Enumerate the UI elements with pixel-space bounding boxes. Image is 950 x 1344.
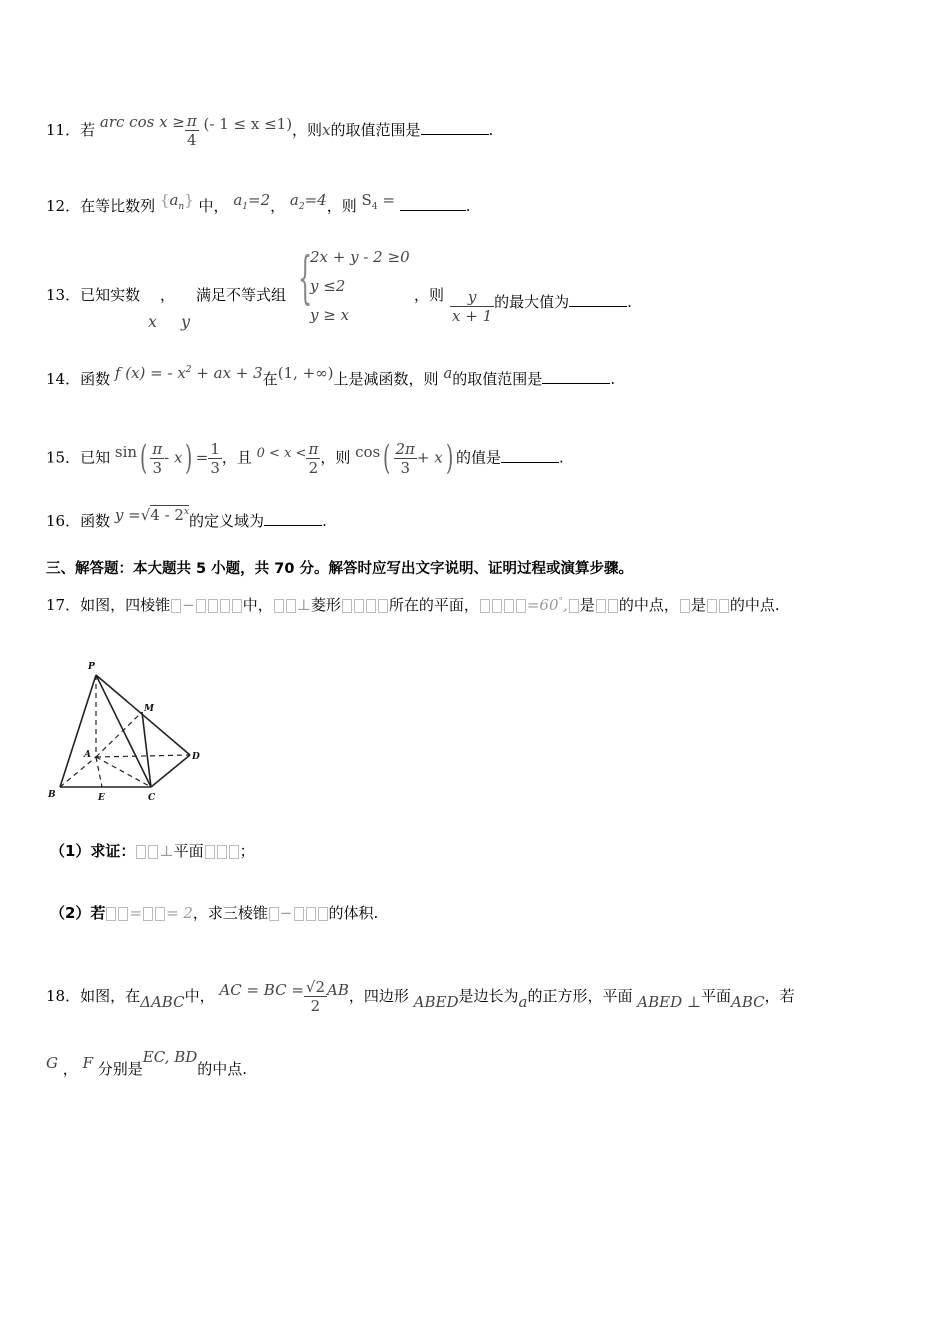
text: 的定义域为 — [189, 512, 265, 530]
label-C: C — [148, 793, 156, 803]
text: ， — [160, 286, 176, 304]
text: ，则 — [292, 121, 323, 139]
question-number: 18． — [46, 987, 81, 1005]
var-y: y — [181, 312, 191, 331]
question-17: 17．如图，四棱锥 − 中， ⊥菱形 所在的平面， =60°, 是 的中点， 是 的中点. — [46, 596, 780, 614]
answer-blank[interactable] — [400, 198, 466, 211]
part-label: （1）求证： — [50, 842, 136, 860]
question-number: 11． — [46, 121, 81, 139]
text: . — [322, 512, 327, 530]
math: ⊥ — [159, 842, 174, 860]
sin: sin — [114, 442, 138, 461]
question-17-part-2 — [50, 902, 378, 923]
text: ； — [239, 842, 255, 860]
text: 的体积. — [328, 904, 379, 922]
math: G — [46, 1054, 58, 1072]
var-x: x — [148, 312, 158, 331]
question-number: 13． — [46, 286, 81, 304]
question-14 — [46, 364, 616, 389]
edge-CD — [151, 755, 190, 787]
text: 若 — [80, 121, 96, 139]
text: . — [627, 293, 632, 311]
math: ΔABC — [140, 993, 185, 1011]
question-11 — [46, 112, 493, 149]
label-A: A — [84, 750, 91, 760]
text: 是 — [690, 596, 706, 614]
text: . — [465, 197, 471, 215]
edge-AM — [96, 712, 142, 757]
text: 的中点. — [729, 596, 780, 614]
math: − — [279, 904, 293, 922]
cos: cos — [355, 442, 381, 461]
text: 的最大值为 — [494, 293, 570, 311]
text: . — [610, 370, 616, 388]
fraction: $\frac{\pi}{3}$ — [152, 439, 163, 477]
a1: $a_1=2$ — [233, 191, 271, 212]
var: a — [443, 364, 453, 382]
angle-value: 60° — [539, 596, 564, 614]
fraction: $\frac{\pi}{4}$ — [186, 112, 197, 149]
text: 中， — [242, 596, 273, 614]
edge-PB — [60, 675, 96, 787]
paren: ) — [185, 438, 193, 478]
math: 0 < x < — [256, 445, 307, 461]
text: 是边长为 — [458, 987, 519, 1005]
label-D: D — [192, 752, 200, 762]
text: 已知 — [80, 448, 111, 467]
sequence: $\{a_n\}$ — [159, 191, 194, 212]
math: = — [195, 448, 209, 467]
text: 的中点， — [618, 596, 679, 614]
edge-AE — [96, 757, 102, 787]
text: 已知实数 — [80, 286, 141, 304]
paren: ) — [445, 438, 453, 478]
text: 函数 — [80, 370, 111, 388]
sqrt: √4 - 2$^x$ — [140, 506, 190, 524]
question-13 — [46, 284, 140, 305]
answer-blank[interactable] — [501, 450, 559, 463]
section-heading: 三、解答题：本大题共 5 小题，共 70 分。解答时应写出文字说明、证明过程或演算步骤。 — [46, 561, 633, 577]
math: + x — [416, 448, 443, 467]
question-17-part-1 — [50, 840, 255, 861]
math: = — [129, 904, 143, 922]
condition: (- 1 ≤ x ≤1) — [203, 115, 293, 133]
text: 如图，四棱锥 — [80, 596, 171, 614]
fraction: $\frac{\pi}{2}$ — [308, 439, 319, 477]
question-12 — [46, 191, 471, 218]
question-18 — [46, 978, 795, 1015]
text: 平面 — [173, 842, 204, 860]
question-15 — [46, 438, 564, 478]
brace: { — [298, 246, 313, 311]
text: 如图，在 — [80, 987, 141, 1005]
math-expr: arc cos x ≥ — [99, 113, 185, 131]
text: ，且 — [221, 448, 252, 467]
edge-AD — [96, 755, 190, 757]
text: . — [559, 448, 564, 467]
answer-blank[interactable] — [569, 294, 627, 307]
label-E: E — [98, 793, 105, 803]
question-number: 16． — [46, 512, 81, 530]
question-18-cont — [46, 1048, 248, 1079]
text: 菱形 — [310, 596, 341, 614]
math: a — [518, 993, 528, 1011]
text: ，四边形 — [348, 987, 409, 1005]
text: 所在的平面， — [388, 596, 479, 614]
label-B: B — [48, 790, 56, 800]
text: 中， — [198, 197, 229, 215]
math: - x — [164, 448, 183, 467]
s4: $S_4$ = — [361, 191, 395, 212]
fraction: $\frac{2\pi}{3}$ — [395, 439, 415, 477]
inequality-2: y ≤2 — [310, 277, 346, 295]
function-expr: f (x) = - $x^2$ + ax + 3 — [114, 364, 263, 382]
text: ，若 — [764, 987, 795, 1005]
text: 是 — [579, 596, 595, 614]
fraction: $\frac{y}{x + 1}$ — [452, 288, 493, 325]
text: 分别是 — [97, 1060, 143, 1078]
fraction: $\frac{1}{3}$ — [210, 439, 220, 477]
answer-blank[interactable] — [542, 371, 610, 384]
paren: ( — [383, 438, 391, 478]
text: ， — [62, 1060, 78, 1078]
text: 的值是 — [455, 448, 501, 467]
text: 在 — [262, 370, 278, 388]
a2: $a_2=4$ — [289, 191, 327, 212]
text: 的取值范围是 — [330, 121, 421, 139]
math: AC = BC = — [219, 981, 304, 999]
edge-PC — [96, 675, 151, 787]
text: 的正方形，平面 — [527, 987, 633, 1005]
text: ， — [270, 197, 286, 215]
math: = 2 — [166, 904, 193, 922]
pyramid-figure — [40, 655, 215, 805]
question-16 — [46, 506, 327, 531]
math: AB — [327, 981, 349, 999]
edge-CM — [142, 712, 151, 787]
label-P: P — [88, 662, 95, 672]
text: 平面 — [700, 987, 731, 1005]
text: 函数 — [80, 512, 111, 530]
fraction-expr — [450, 284, 632, 325]
label-M: M — [144, 704, 154, 714]
inequality-3: y ≥ x — [310, 306, 350, 324]
math: EC, BD — [142, 1048, 198, 1066]
question-number: 15． — [46, 448, 81, 467]
text: 中， — [184, 987, 215, 1005]
inequality-1: 2x + y - 2 ≥0 — [310, 248, 410, 266]
paren: ( — [140, 438, 148, 478]
text: ，则 — [320, 448, 351, 467]
math: y = — [114, 506, 141, 524]
text: 满足不等式组 — [196, 286, 287, 304]
answer-blank[interactable] — [421, 122, 489, 135]
math: ABC — [731, 993, 765, 1011]
question-number: 17． — [46, 596, 81, 614]
text: 在等比数列 — [80, 197, 156, 215]
fraction: $\frac{√2}{2}$ — [305, 978, 325, 1015]
text: 上是减函数，则 — [333, 370, 439, 388]
var: x — [322, 121, 331, 139]
question-number: 12． — [46, 197, 81, 215]
text: 的中点. — [197, 1060, 248, 1078]
text: 的取值范围是 — [452, 370, 543, 388]
text: . — [488, 121, 494, 139]
question-number: 14． — [46, 370, 81, 388]
math: F — [82, 1054, 93, 1072]
part-label: （2）若 — [50, 904, 106, 922]
answer-blank[interactable] — [264, 513, 322, 526]
math: ABED ⊥ — [637, 993, 701, 1011]
interval: (1, +∞) — [277, 364, 334, 382]
text: ，则 — [414, 286, 445, 304]
math: ABED — [413, 993, 459, 1011]
text: ，求三棱锥 — [192, 904, 268, 922]
text: ，则 — [326, 197, 357, 215]
